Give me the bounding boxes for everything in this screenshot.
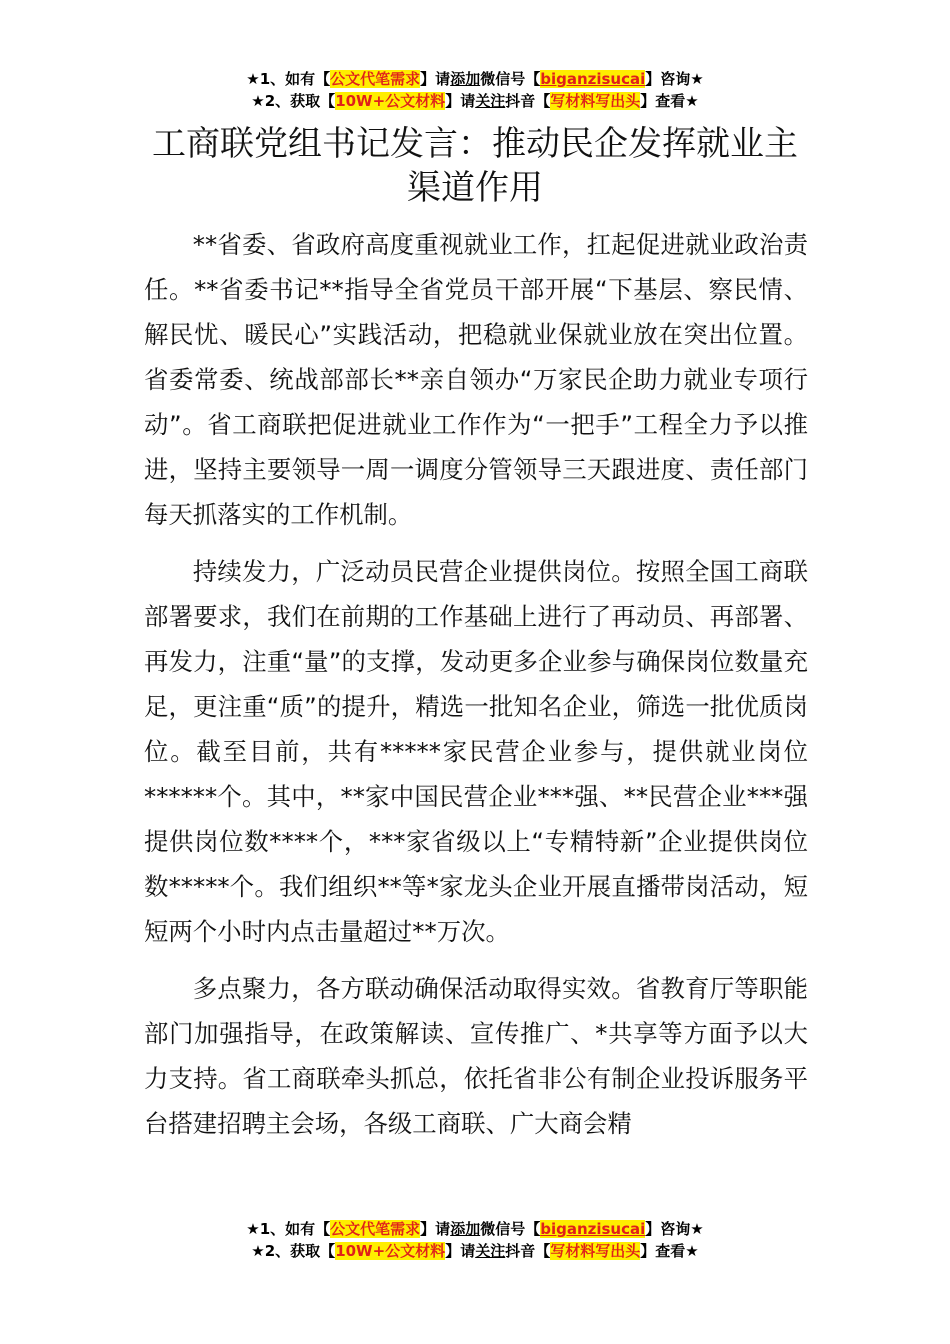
service-highlight: 公文代笔需求: [330, 70, 421, 88]
banner-line-1: ★1、如有【公文代笔需求】请添加微信号【biganzisucai】咨询★: [246, 70, 704, 88]
document-body: [144, 222, 808, 1158]
banner-line-2: ★2、获取【10W+公文材料】请关注抖音【写材料写出头】查看★: [251, 1242, 699, 1260]
paragraph-2: 持续发力，广泛动员民营企业提供岗位。按照全国工商联部署要求，我们在前期的工作基础上进行了再动员、再部署、再发力，注重“量”的支撑，发动更多企业参与确保岗位数量充足，更注重“质”的提升，精选一批知名企业，筛选一批优质岗位。截至目前，共有*****家民营企业参与，提供就业岗位******个。其中，**家中国民营企业***强、**民营企业***强提供岗位数****个，***家省级以上“专精特新”企业提供岗位数*****个。我们组织**等*家龙头企业开展直播带岗活动，短短两个小时内点击量超过**万次。: [144, 557, 808, 946]
wechat-id: biganzisucai: [540, 1220, 646, 1238]
banner-line-2: ★2、获取【10W+公文材料】请关注抖音【写材料写出头】查看★: [251, 92, 699, 110]
header-banner: [0, 68, 950, 112]
wechat-id: biganzisucai: [540, 70, 646, 88]
douyin-account: 写材料写出头: [550, 92, 641, 110]
douyin-account: 写材料写出头: [550, 1242, 641, 1260]
paragraph-3: 多点聚力，各方联动确保活动取得实效。省教育厅等职能部门加强指导，在政策解读、宣传推广、*共享等方面予以大力支持。省工商联牵头抓总，依托省非公有制企业投诉服务平台搭建招聘主会场，各级工商联、广大商会精: [144, 974, 808, 1138]
materials-highlight: 10W+公文材料: [335, 92, 446, 110]
service-highlight: 公文代笔需求: [330, 1220, 421, 1238]
footer-banner: [0, 1218, 950, 1262]
banner-line-1: ★1、如有【公文代笔需求】请添加微信号【biganzisucai】咨询★: [246, 1220, 704, 1238]
document-title: 工商联党组书记发言：推动民企发挥就业主渠道作用: [152, 124, 798, 208]
materials-highlight: 10W+公文材料: [335, 1242, 446, 1260]
paragraph-1: **省委、省政府高度重视就业工作，扛起促进就业政治责任。**省委书记**指导全省党员干部开展“下基层、察民情、解民忧、暖民心”实践活动，把稳就业保就业放在突出位置。省委常委、统战部部长**亲自领办“万家民企助力就业专项行动”。省工商联把促进就业工作作为“一把手”工程全力予以推进，坚持主要领导一周一调度分管领导三天跟进度、责任部门每天抓落实的工作机制。: [144, 230, 808, 529]
